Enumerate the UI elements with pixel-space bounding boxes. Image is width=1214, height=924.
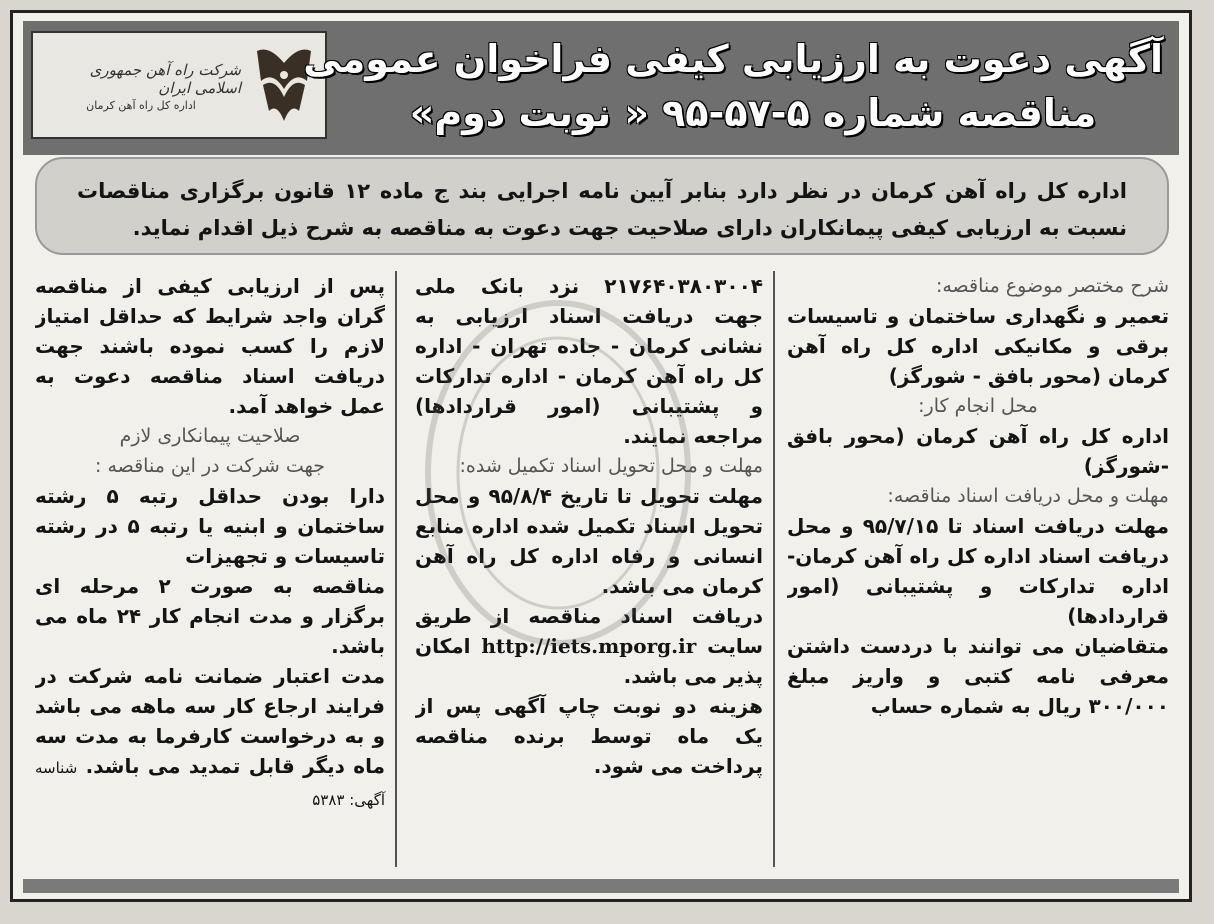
website-text-after: امکان پذیر می باشد. xyxy=(415,634,763,688)
logo-department-name: اداره کل راه آهن کرمان xyxy=(86,99,196,112)
right-column xyxy=(787,271,1169,867)
ad-id: شناسه آگهی: ۵۳۸۳ xyxy=(35,759,385,809)
subject-text: تعمیر و نگهداری ساختمان و تاسیسات برقی و مکانیکی اداره کل راه آهن کرمان (محور بافق - شورگز) xyxy=(787,304,1169,388)
logo-company-name: شرکت راه آهن جمهوری اسلامی ایران xyxy=(89,61,241,97)
cost-text: هزینه دو نوبت چاپ آگهی پس از یک ماه توسط برنده مناقصه پرداخت می شود. xyxy=(415,694,763,778)
body-columns xyxy=(35,271,1169,867)
qualification-heading: صلاحیت پیمانکاری لازم xyxy=(119,425,301,447)
qualification-subheading: جهت شرکت در این مناقصه : xyxy=(95,455,325,477)
website-paragraph xyxy=(415,601,763,691)
footer-band xyxy=(23,879,1179,893)
applicants-text: متقاضیان می توانند با دردست داشتن معرفی نامه کتبی و واریز مبلغ ۳۰۰/۰۰۰ ریال به شماره حساب xyxy=(787,634,1169,718)
ad-frame xyxy=(10,10,1192,902)
ad-title: آگهی دعوت به ارزیابی کیفی فراخوان عمومی xyxy=(303,37,1163,81)
website-text-before: دریافت اسناد مناقصه از طریق سایت xyxy=(415,604,764,658)
logo-box xyxy=(31,31,327,139)
header-band xyxy=(23,21,1179,155)
tender-number-title: مناقصه شماره ۵-۵۷-۹۵ « نوبت دوم» xyxy=(409,91,1097,135)
qualification-text: دارا بودن حداقل رتبه ۵ رشته ساختمان و ابنیه یا رتبه ۵ در رشته تاسیسات و تجهیزات xyxy=(35,484,385,568)
website-url-link[interactable]: http://iets.mporg.ir xyxy=(481,634,697,658)
delivery-text: مهلت تحویل تا تاریخ ۹۵/۸/۴ و محل تحویل اسناد تکمیل شده اداره منابع انسانی و رفاه اداره کل راه آهن کرمان می باشد. xyxy=(415,484,763,598)
guarantee-paragraph xyxy=(35,661,385,815)
guarantee-text: مدت اعتبار ضمانت نامه شرکت در فرایند ارجاع کار سه ماهه می باشد و به درخواست کارفرما به مدت سه ماه دیگر قابل تمدید می باشد. xyxy=(35,664,385,778)
stages-text: مناقصه به صورت ۲ مرحله ای برگزار و مدت انجام کار ۲۴ ماه می باشد. xyxy=(35,574,385,658)
middle-column xyxy=(415,271,775,867)
deadline-heading: مهلت و محل دریافت اسناد مناقصه: xyxy=(887,485,1169,507)
subject-heading: شرح مختصر موضوع مناقصه: xyxy=(935,275,1169,297)
evaluation-text: پس از ارزیابی کیفی از مناقصه گران واجد شرایط که حداقل امتیاز لازم را کسب نموده باشند جهت دریافت اسناد مناقصه دعوت به عمل خواهد آمد. xyxy=(35,274,385,418)
left-column xyxy=(35,271,397,867)
intro-paragraph: اداره کل راه آهن کرمان در نظر دارد بنابر آیین نامه اجرایی بند ج ماده ۱۲ قانون برگزاری مناقصات نسبت به ارزیابی کیفی پیمانکاران دارای صلاحیت جهت دعوت به مناقصه به شرح ذیل اقدام نماید. xyxy=(35,157,1169,255)
delivery-heading: مهلت و محل تحویل اسناد تکمیل شده: xyxy=(459,455,763,477)
account-text: ۲۱۷۶۴۰۳۸۰۳۰۰۴ نزد بانک ملی جهت دریافت اسناد ارزیابی به نشانی کرمان - جاده تهران - اداره کل راه آهن کرمان - اداره تدارکات و پشتیبانی (امور قراردادها) مراجعه نمایند. xyxy=(415,274,763,448)
location-heading: محل انجام کار: xyxy=(918,395,1038,417)
deadline-text: مهلت دریافت اسناد تا ۹۵/۷/۱۵ و محل دریافت اسناد اداره کل راه آهن کرمان- اداره تدارکات و پشتیبانی (امور قراردادها) xyxy=(787,514,1169,628)
location-text: اداره کل راه آهن کرمان (محور بافق -شورگز) xyxy=(787,424,1169,478)
